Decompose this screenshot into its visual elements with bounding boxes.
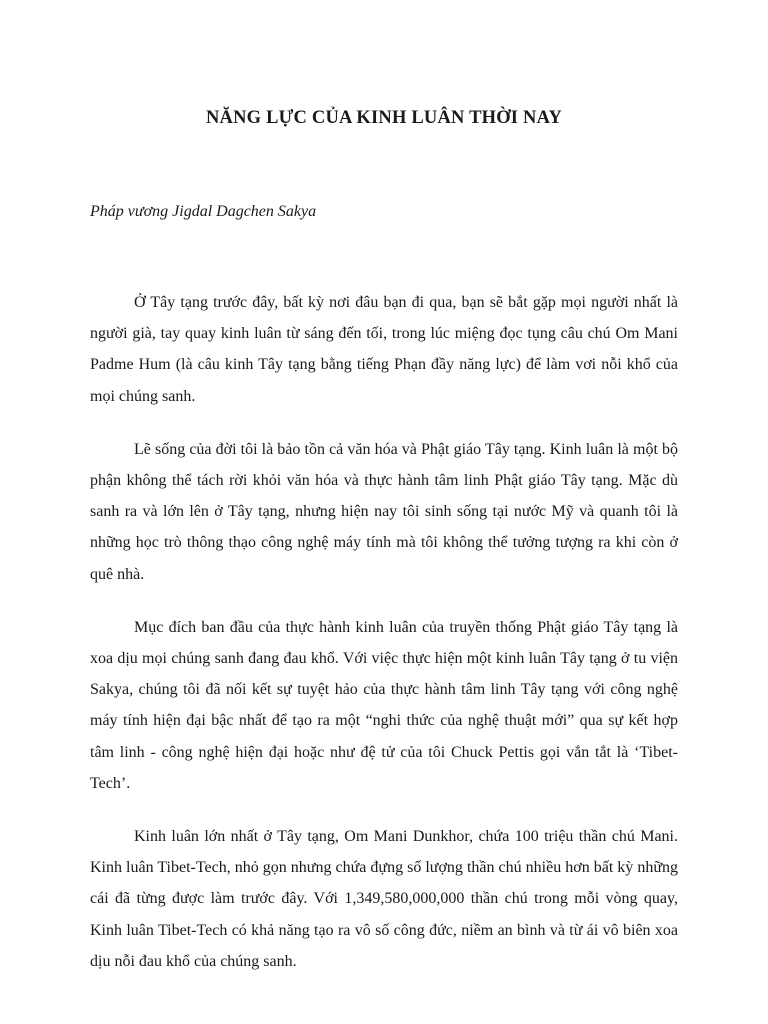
paragraph-1: Ở Tây tạng trước đây, bất kỳ nơi đâu bạn đi qua, bạn sẽ bắt gặp mọi người nhất là người già, tay quay kinh luân từ sáng đến tối, trong lúc miệng đọc tụng câu chú Om Mani Padme Hum (là câu kinh Tây tạng bằng tiếng Phạn đầy năng lực) để làm vơi nỗi khổ của mọi chúng sanh. — [90, 294, 678, 405]
paragraph-2: Lẽ sống của đời tôi là bảo tồn cả văn hóa và Phật giáo Tây tạng. Kinh luân là một bộ phận không thể tách rời khỏi văn hóa và thực hành tâm linh Phật giáo Tây tạng. Mặc dù sanh ra và lớn lên ở Tây tạng, nhưng hiện nay tôi sinh sống tại nước Mỹ và quanh tôi là những học trò thông thạo công nghệ máy tính mà tôi không thể tưởng tượng ra khi còn ở quê nhà. — [90, 440, 678, 583]
paragraph-3: Mục đích ban đầu của thực hành kinh luân của truyền thống Phật giáo Tây tạng là xoa dịu mọi chúng sanh đang đau khổ. Với việc thực hiện một kinh luân Tây tạng ở tu viện Sakya, chúng tôi đã nối kết sự tuyệt hảo của thực hành tâm linh Tây tạng với công nghệ máy tính hiện đại bậc nhất để tạo ra một “nghi thức của nghệ thuật mới” qua sự kết hợp tâm linh - công nghệ hiện đại hoặc như đệ tử của tôi Chuck Pettis gọi vắn tắt là ‘Tibet-Tech’. — [90, 618, 678, 792]
paragraph-4: Kinh luân lớn nhất ở Tây tạng, Om Mani Dunkhor, chứa 100 triệu thần chú Mani. Kinh luân Tibet-Tech, nhỏ gọn nhưng chứa đựng số lượng thần chú nhiều hơn bất kỳ những cái đã từng được làm trước đây. Với 1,349,580,000,000 thần chú trong mỗi vòng quay, Kinh luân Tibet-Tech có khả năng tạo ra vô số công đức, niềm an bình và từ ái vô biên xoa dịu nỗi đau khổ của chúng sanh. — [90, 828, 678, 970]
document-title: NĂNG LỰC CỦA KINH LUÂN THỜI NAY — [205, 108, 563, 128]
document-body — [90, 287, 678, 999]
document-author: Pháp vương Jigdal Dagchen Sakya — [90, 203, 317, 220]
